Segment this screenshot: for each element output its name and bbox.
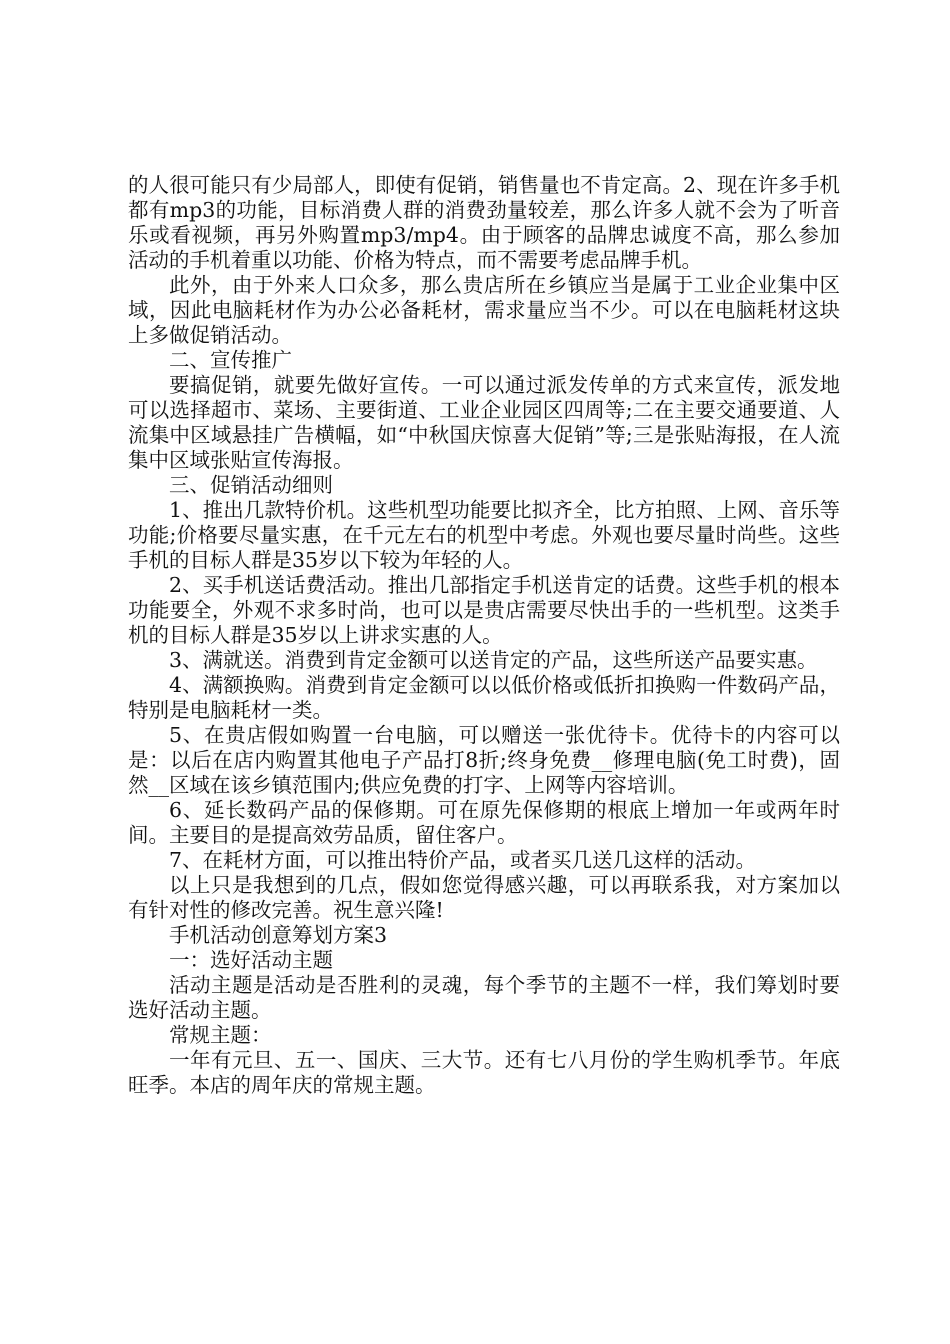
paragraph-promotion: 要搞促销，就要先做好宣传。一可以通过派发传单的方式来宣传，派发地可以选择超市、菜场、主要街道、工业企业园区四周等;二在主要交通要道、人流集中区域悬挂广告横幅，如“中秋国庆惊喜大促销”等;三是张贴海报，在人流集中区域张贴宣传海报。 [128,373,840,472]
list-item-warranty: 6、延长数码产品的保修期。可在原先保修期的根底上增加一年或两年时间。主要目的是提高效劳品质，留住客户。 [128,798,840,847]
document-title-plan-3: 手机活动创意筹划方案3 [169,923,388,947]
paragraph-computer-supplies: 此外，由于外来人口众多，那么贵店所在乡镇应当是属于工业企业集中区域，因此电脑耗材作为办公必备耗材，需求量应当不少。可以在电脑耗材这块上多做促销活动。 [128,273,840,347]
paragraph-closing: 以上只是我想到的几点，假如您觉得感兴趣，可以再联系我，对方案加以有针对性的修改完善。祝生意兴隆! [128,873,840,922]
list-item-trade-up: 4、满额换购。消费到肯定金额可以以低价格或低折扣换购一件数码产品，特别是电脑耗材一类。 [128,673,840,722]
paragraph-theme: 活动主题是活动是否胜利的灵魂，每个季节的主题不一样，我们筹划时要选好活动主题。 [128,973,840,1022]
document-body [128,173,840,1098]
list-item-phone-credit: 2、买手机送话费活动。推出几部指定手机送肯定的话费。这些手机的根本功能要全，外观不求多时尚，也可以是贵店需要尽快出手的一些机型。这类手机的目标人群是35岁以上讲求实惠的人。 [128,573,840,647]
section-heading-promotion: 二、宣传推广 [169,348,292,372]
paragraph-intro-continued: 的人很可能只有少局部人，即使有促销，销售量也不肯定高。2、现在许多手机都有mp3的功能，目标消费人群的消费劲量较差，那么许多人就不会为了听音乐或看视频，再另外购置mp3/mp4。由于顾客的品牌忠诚度不高，那么参加活动的手机着重以功能、价格为特点，而不需要考虑品牌手机。 [128,173,840,272]
paragraph-regular-theme: 一年有元旦、五一、国庆、三大节。还有七八月份的学生购机季节。年底旺季。本店的周年庆的常规主题。 [128,1048,840,1097]
section-heading-activity-details: 三、促销活动细则 [169,473,333,497]
section-heading-theme: 一：选好活动主题 [169,948,333,972]
subheading-regular-theme: 常规主题： [169,1023,272,1047]
list-item-special-price: 1、推出几款特价机。这些机型功能要比拟齐全，比方拍照、上网、音乐等功能;价格要尽量实惠，在千元左右的机型中考虑。外观也要尽量时尚些。这些手机的目标人群是35岁以下较为年轻的人。 [128,498,840,572]
list-item-discount-card: 5、在贵店假如购置一台电脑，可以赠送一张优待卡。优待卡的内容可以是：以后在店内购置其他电子产品打8折;终身免费__修理电脑(免工时费)，固然__区域在该乡镇范围内;供应免费的打字、上网等内容培训。 [128,723,840,797]
list-item-supplies: 7、在耗材方面，可以推出特价产品，或者买几送几这样的活动。 [169,848,757,872]
list-item-spend-and-get: 3、满就送。消费到肯定金额可以送肯定的产品，这些所送产品要实惠。 [169,648,818,672]
